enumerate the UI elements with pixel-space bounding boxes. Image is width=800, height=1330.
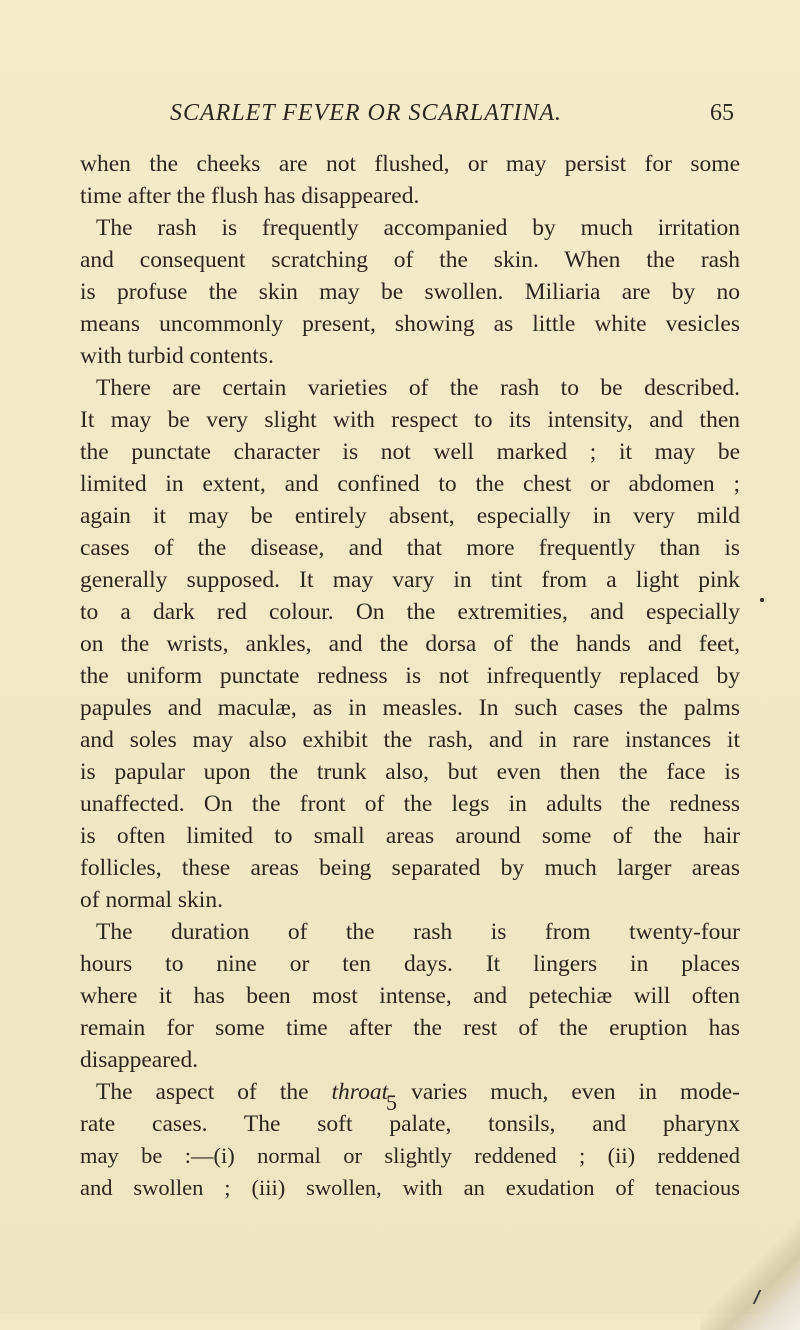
text-line: disappeared. [80, 1047, 199, 1073]
text-fragment: varies much, even in mode- [411, 1079, 740, 1105]
signature-mark: 5 [386, 1090, 397, 1115]
body-text [80, 148, 740, 1204]
page-number: 65 [710, 100, 734, 126]
ink-dot [760, 598, 764, 602]
text-line: and consequent scratching of the skin. When the rash [80, 247, 740, 273]
text-line: limited in extent, and confined to the chest or abdomen ; [80, 471, 740, 497]
text-line: is often limited to small areas around some of the hair [80, 823, 740, 849]
text-line: of normal skin. [80, 887, 223, 913]
text-line: to a dark red colour. On the extremities, and especially [80, 599, 740, 625]
text-line: papules and maculæ, as in measles. In such cases the palms [80, 695, 740, 721]
text-line: The duration of the rash is from twenty-four [96, 919, 740, 945]
text-line: with turbid contents. [80, 343, 274, 369]
text-line: means uncommonly present, showing as little white vesicles [80, 311, 740, 337]
text-line: It may be very slight with respect to its intensity, and then [80, 407, 740, 433]
text-line: follicles, these areas being separated by much larger areas [80, 855, 740, 881]
text-line: and swollen ; (iii) swollen, with an exudation of tenacious [80, 1175, 740, 1200]
text-line: again it may be entirely absent, especially in very mild [80, 503, 740, 529]
text-line: is papular upon the trunk also, but even then the face is [80, 759, 740, 785]
text-line-with-emphasis [80, 1076, 740, 1108]
text-line: may be :—(i) normal or slightly reddened ; (ii) reddened [80, 1143, 740, 1168]
text-line: where it has been most intense, and petechiæ will often [80, 983, 740, 1009]
text-line: time after the flush has disappeared. [80, 183, 420, 209]
text-line: unaffected. On the front of the legs in adults the redness [80, 791, 740, 817]
text-line: The rash is frequently accompanied by much irritation [96, 215, 740, 241]
text-line: generally supposed. It may vary in tint from a light pink [80, 567, 740, 593]
text-line: and soles may also exhibit the rash, and in rare instances it [80, 727, 740, 753]
text-line: the uniform punctate redness is not infrequently replaced by [80, 663, 740, 689]
text-line: hours to nine or ten days. It lingers in places [80, 951, 740, 977]
text-line: when the cheeks are not flushed, or may persist for some [80, 151, 740, 177]
text-line: cases of the disease, and that more frequently than is [80, 535, 740, 561]
text-fragment: The aspect of the [96, 1079, 309, 1105]
emphasis-throat: throat [331, 1079, 389, 1105]
text-line: rate cases. The soft palate, tonsils, and pharynx [80, 1111, 740, 1137]
page-corner-fold [700, 1210, 800, 1330]
text-line: remain for some time after the rest of the eruption has [80, 1015, 740, 1041]
text-line: is profuse the skin may be swollen. Miliaria are by no [80, 279, 740, 305]
text-line: There are certain varieties of the rash to be described. [96, 375, 740, 401]
text-line: the punctate character is not well marked ; it may be [80, 439, 740, 465]
text-line: on the wrists, ankles, and the dorsa of the hands and feet, [80, 631, 740, 657]
running-title: SCARLET FEVER OR SCARLATINA. [170, 100, 562, 126]
